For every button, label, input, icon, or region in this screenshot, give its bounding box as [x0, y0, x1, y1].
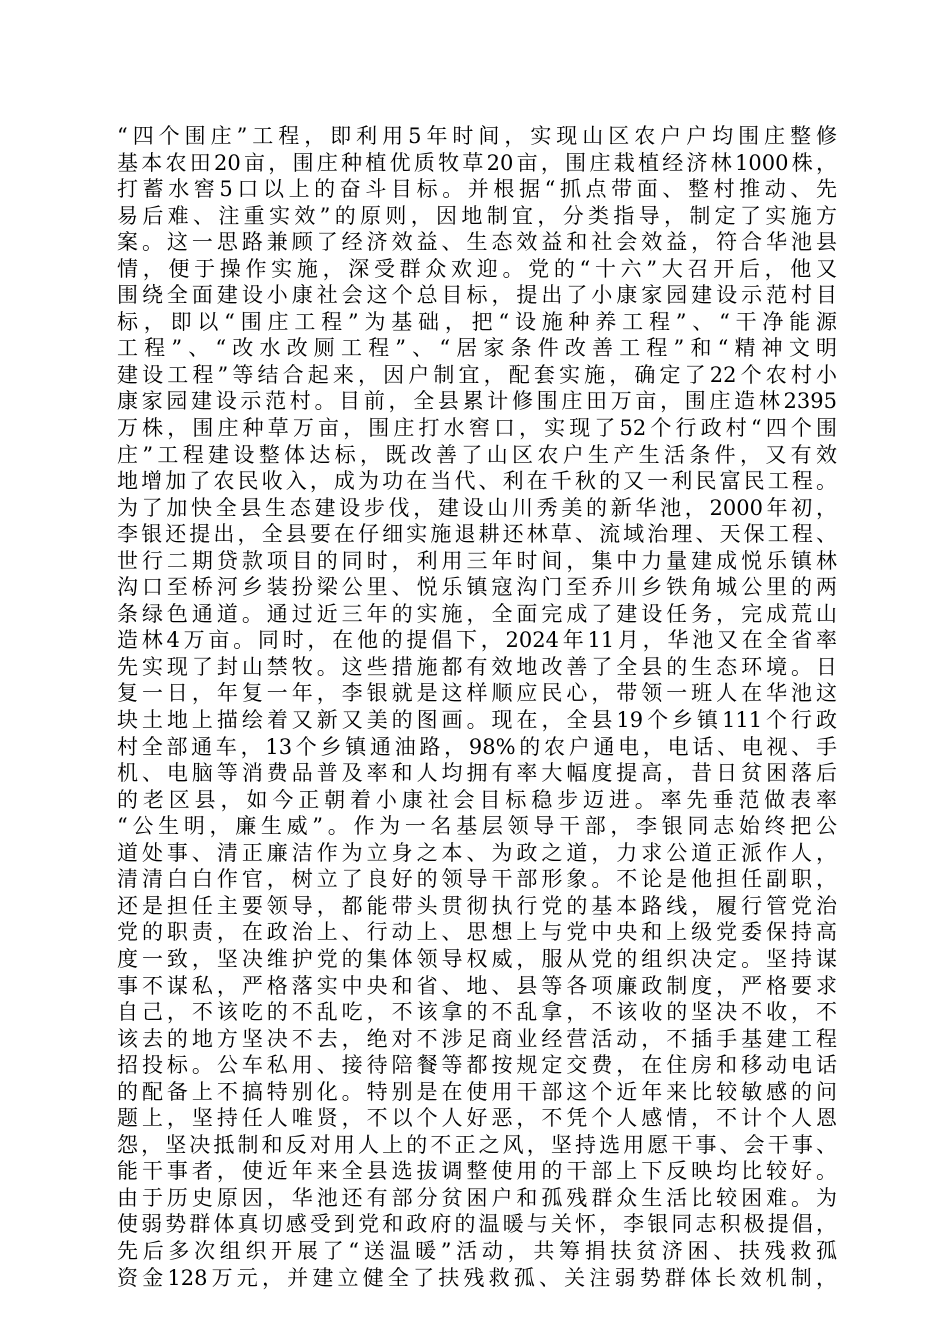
text-line: 先实现了封山禁牧。这些措施都有效地改善了全县的生态环境。日	[117, 654, 837, 679]
text-line: 沟口至桥河乡装扮梁公里、悦乐镇寇沟门至乔川乡铁角城公里的两	[117, 575, 837, 600]
text-line: 打蓄水窖5口以上的奋斗目标。并根据“抓点带面、整村推动、先	[117, 177, 837, 202]
text-line: 先后多次组织开展了“送温暖”活动，共筹捐扶贫济困、扶残救孤	[117, 1238, 837, 1263]
text-line: 工程”、“改水改厕工程”、“居家条件改善工程”和“精神文明	[117, 336, 837, 361]
text-line: 造林4万亩。同时，在他的提倡下，2024年11月，华池又在全省率	[117, 628, 837, 653]
text-line: 清清白白作官，树立了良好的领导干部形象。不论是他担任副职，	[117, 867, 837, 892]
text-line: 为了加快全县生态建设步伐，建设山川秀美的新华池，2000年初，	[117, 495, 837, 520]
text-line: 李银还提出，全县要在仔细实施退耕还林草、流域治理、天保工程、	[117, 522, 837, 547]
text-line: 能干事者，使近年来全县选拔调整使用的干部上下反映均比较好。	[117, 1159, 837, 1184]
text-line: 世行二期贷款项目的同时，利用三年时间，集中力量建成悦乐镇林	[117, 548, 837, 573]
text-line: 使弱势群体真切感受到党和政府的温暖与关怀，李银同志积极提倡，	[117, 1212, 837, 1237]
text-line: 复一日，年复一年，李银就是这样顺应民心，带领一班人在华池这	[117, 681, 837, 706]
text-line: 情，便于操作实施，深受群众欢迎。党的“十六”大召开后，他又	[117, 256, 837, 281]
text-line: “四个围庄”工程，即利用5年时间，实现山区农户户均围庄整修	[117, 124, 837, 148]
text-line: 道处事、清正廉洁作为立身之本、为政之道，力求公道正派作人，	[117, 840, 837, 865]
text-line: 案。这一思路兼顾了经济效益、生态效益和社会效益，符合华池县	[117, 230, 837, 255]
text-line: 条绿色通道。通过近三年的实施，全面完成了建设任务，完成荒山	[117, 601, 837, 626]
text-line: 事不谋私，严格落实中央和省、地、县等各项廉政制度，严格要求	[117, 973, 837, 998]
text-line: 自己，不该吃的不乱吃，不该拿的不乱拿，不该收的坚决不收，不	[117, 1000, 837, 1025]
text-line: 度一致，坚决维护党的集体领导权威，服从党的组织决定。坚持谋	[117, 946, 837, 971]
text-line: 康家园建设示范村。目前，全县累计修围庄田万亩，围庄造林2395	[117, 389, 837, 414]
text-line: 建设工程”等结合起来，因户制宜，配套实施，确定了22个农村小	[117, 362, 837, 387]
body-text	[117, 123, 837, 1291]
text-line: 标，即以“围庄工程”为基础，把“设施种养工程”、“干净能源	[117, 309, 837, 334]
text-line: 资金128万元，并建立健全了扶残救孤、关注弱势群体长效机制，	[117, 1265, 837, 1290]
text-line: 地增加了农民收入，成为功在当代、利在千秋的又一利民富民工程。	[117, 469, 837, 494]
text-line: “公生明，廉生威”。作为一名基层领导干部，李银同志始终把公	[117, 814, 837, 839]
text-line: 党的职责，在政治上、行动上、思想上与党中央和上级党委保持高	[117, 920, 837, 945]
text-line: 由于历史原因，华池还有部分贫困户和孤残群众生活比较困难。为	[117, 1185, 837, 1210]
text-line: 庄”工程建设整体达标，既改善了山区农户生产生活条件，又有效	[117, 442, 837, 467]
text-line: 题上，坚持任人唯贤，不以个人好恶，不凭个人感情，不计个人恩	[117, 1106, 837, 1131]
text-line: 还是担任主要领导，都能带头贯彻执行党的基本路线，履行管党治	[117, 893, 837, 918]
text-line: 万株，围庄种草万亩，围庄打水窖口，实现了52个行政村“四个围	[117, 416, 837, 441]
text-line: 的配备上不搞特别化。特别是在使用干部这个近年来比较敏感的问	[117, 1079, 837, 1104]
text-line: 块土地上描绘着又新又美的图画。现在，全县19个乡镇111个行政	[117, 708, 837, 733]
text-line: 易后难、注重实效”的原则，因地制宜，分类指导，制定了实施方	[117, 203, 837, 228]
text-line: 的老区县，如今正朝着小康社会目标稳步迈进。率先垂范做表率	[117, 787, 837, 812]
text-line: 围绕全面建设小康社会这个总目标，提出了小康家园建设示范村目	[117, 283, 837, 308]
text-line: 招投标。公车私用、接待陪餐等都按规定交费，在住房和移动电话	[117, 1053, 837, 1078]
text-line: 怨，坚决抵制和反对用人上的不正之风，坚持选用愿干事、会干事、	[117, 1132, 837, 1157]
text-line: 机、电脑等消费品普及率和人均拥有率大幅度提高，昔日贫困落后	[117, 761, 837, 786]
text-line: 村全部通车，13个乡镇通油路，98%的农户通电，电话、电视、手	[117, 734, 837, 759]
text-line: 该去的地方坚决不去，绝对不涉足商业经营活动，不插手基建工程	[117, 1026, 837, 1051]
text-line: 基本农田20亩，围庄种植优质牧草20亩，围庄栽植经济林1000株，	[117, 150, 837, 175]
